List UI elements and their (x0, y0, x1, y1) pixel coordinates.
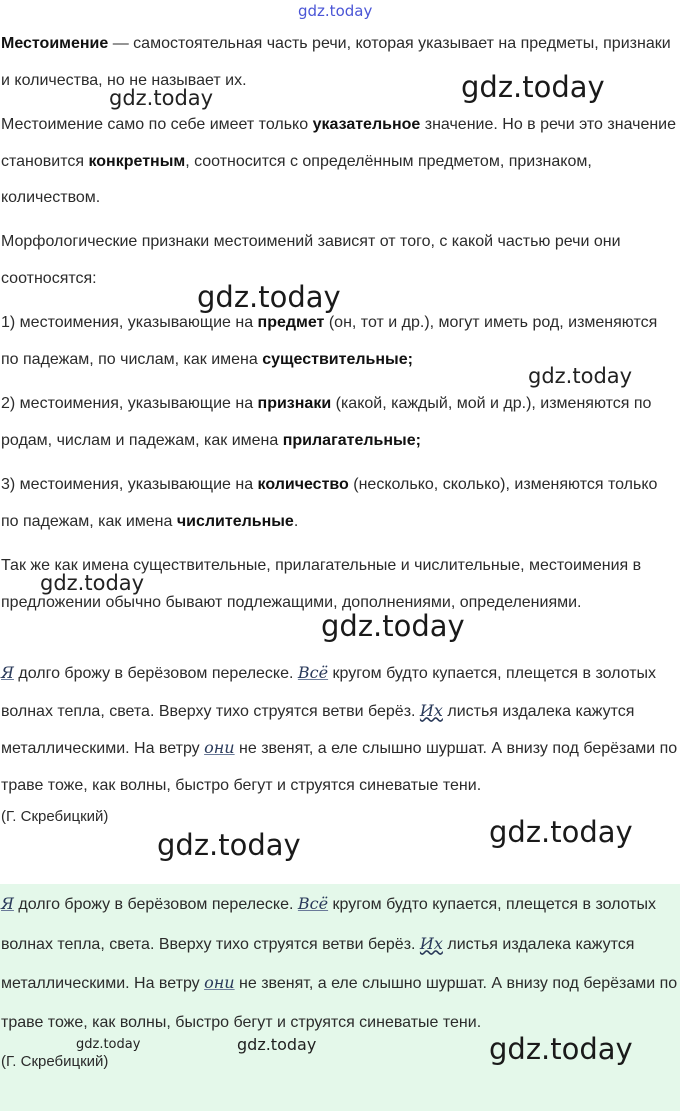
pronoun-vse: Всё (297, 894, 329, 913)
excerpt-text: долго брожу в берёзовом перелеске. (13, 665, 298, 682)
meaning-text-3: , соотносится с определённым предметом, признаком, количеством. (1, 152, 592, 206)
item-bold: признаки (257, 395, 332, 412)
item-text: 3) местоимения, указывающие на (1, 476, 258, 493)
watermark-large: gdz.today (321, 609, 465, 643)
excerpt-text: листья издалека кажутся металлическими. На ветру (1, 935, 635, 992)
excerpt-paragraph (0, 655, 680, 804)
pronoun-ya: Я (1, 894, 14, 913)
watermark-medium: gdz.today (40, 571, 145, 595)
meaning-paragraph (0, 107, 680, 217)
top-watermark: gdz.today (298, 2, 373, 20)
meaning-text-2: значение. Но в речи это значение становится (1, 116, 677, 170)
watermark-large: gdz.today (461, 70, 605, 104)
pronoun-ya: Я (1, 663, 14, 682)
excerpt-text: листья издалека кажутся металлическими. На ветру (1, 702, 635, 757)
morphology-paragraph: Морфологические признаки местоимений зависят от того, с какой частью речи они соотносятся: (1, 233, 621, 287)
item-text: (несколько, сколько), изменяются только по падежам, как имена (1, 476, 658, 530)
excerpt-text: долго брожу в берёзовом перелеске. (13, 896, 298, 913)
pronoun-oni: они (204, 738, 235, 757)
item-bold: существительные; (262, 350, 413, 368)
watermark-large: gdz.today (157, 828, 301, 862)
list-item (0, 467, 680, 540)
pronoun-oni: они (204, 973, 235, 992)
syntax-paragraph: Так же как имена существительные, прилагательные и числительные, местоимения в предложении обычно бывают подлежащими, дополнениями, определениями. (1, 557, 642, 611)
excerpt-author: (Г. Скребицкий) (1, 808, 109, 825)
meaning-text-1: Местоимение само по себе имеет только (1, 116, 313, 133)
watermark-large: gdz.today (489, 815, 633, 849)
pronoun-vse: Всё (297, 663, 329, 682)
excerpt-text: не звенят, а еле слышно шуршат. А внизу под берёзами по траве тоже, как волны, быстро бегут и струятся синеватые тени. (1, 975, 678, 1031)
watermark-small: gdz.today (76, 1037, 141, 1052)
watermark-small: gdz.today (237, 1035, 317, 1054)
item-text: 2) местоимения, указывающие на (1, 395, 258, 412)
excerpt-text: кругом будто купается, плещется в золотых волнах тепла, света. Вверху тихо струятся ветви берёз. (1, 896, 657, 953)
item-bold: числительные (176, 512, 294, 530)
item-text: 1) местоимения, указывающие на (1, 314, 258, 331)
pronoun-ikh: Их (419, 933, 443, 953)
bold-pointing: указательное (312, 116, 421, 133)
item-text: (какой, каждый, мой и др.), изменяются по родам, числам и падежам, как имена (1, 395, 652, 449)
item-bold: количество (257, 476, 349, 493)
answer-block (0, 884, 680, 1111)
item-bold: предмет (257, 314, 325, 331)
watermark-large: gdz.today (197, 280, 341, 314)
bold-concrete: конкретным (88, 152, 186, 170)
term-bold: Местоимение (1, 35, 109, 52)
answer-author: (Г. Скребицкий) (1, 1053, 109, 1070)
item-text: (он, тот и др.), могут иметь род, изменяются по падежам, по числам, как имена (1, 314, 658, 368)
watermark-medium: gdz.today (109, 86, 214, 110)
answer-excerpt (0, 884, 680, 1042)
watermark-large: gdz.today (489, 1032, 633, 1066)
excerpt-text: кругом будто купается, плещется в золотых волнах тепла, света. Вверху тихо струятся ветви берёз. (1, 665, 657, 720)
pronoun-ikh: Их (419, 700, 443, 720)
watermark-medium: gdz.today (528, 364, 633, 388)
definition-text: — самостоятельная часть речи, которая указывает на предметы, признаки и количества, но не называет их. (1, 35, 671, 89)
excerpt-text: не звенят, а еле слышно шуршат. А внизу под берёзами по траве тоже, как волны, быстро бегут и струятся синеватые тени. (1, 740, 678, 794)
item-text: . (293, 512, 299, 530)
item-bold: прилагательные; (282, 431, 421, 449)
list-item (0, 386, 680, 459)
